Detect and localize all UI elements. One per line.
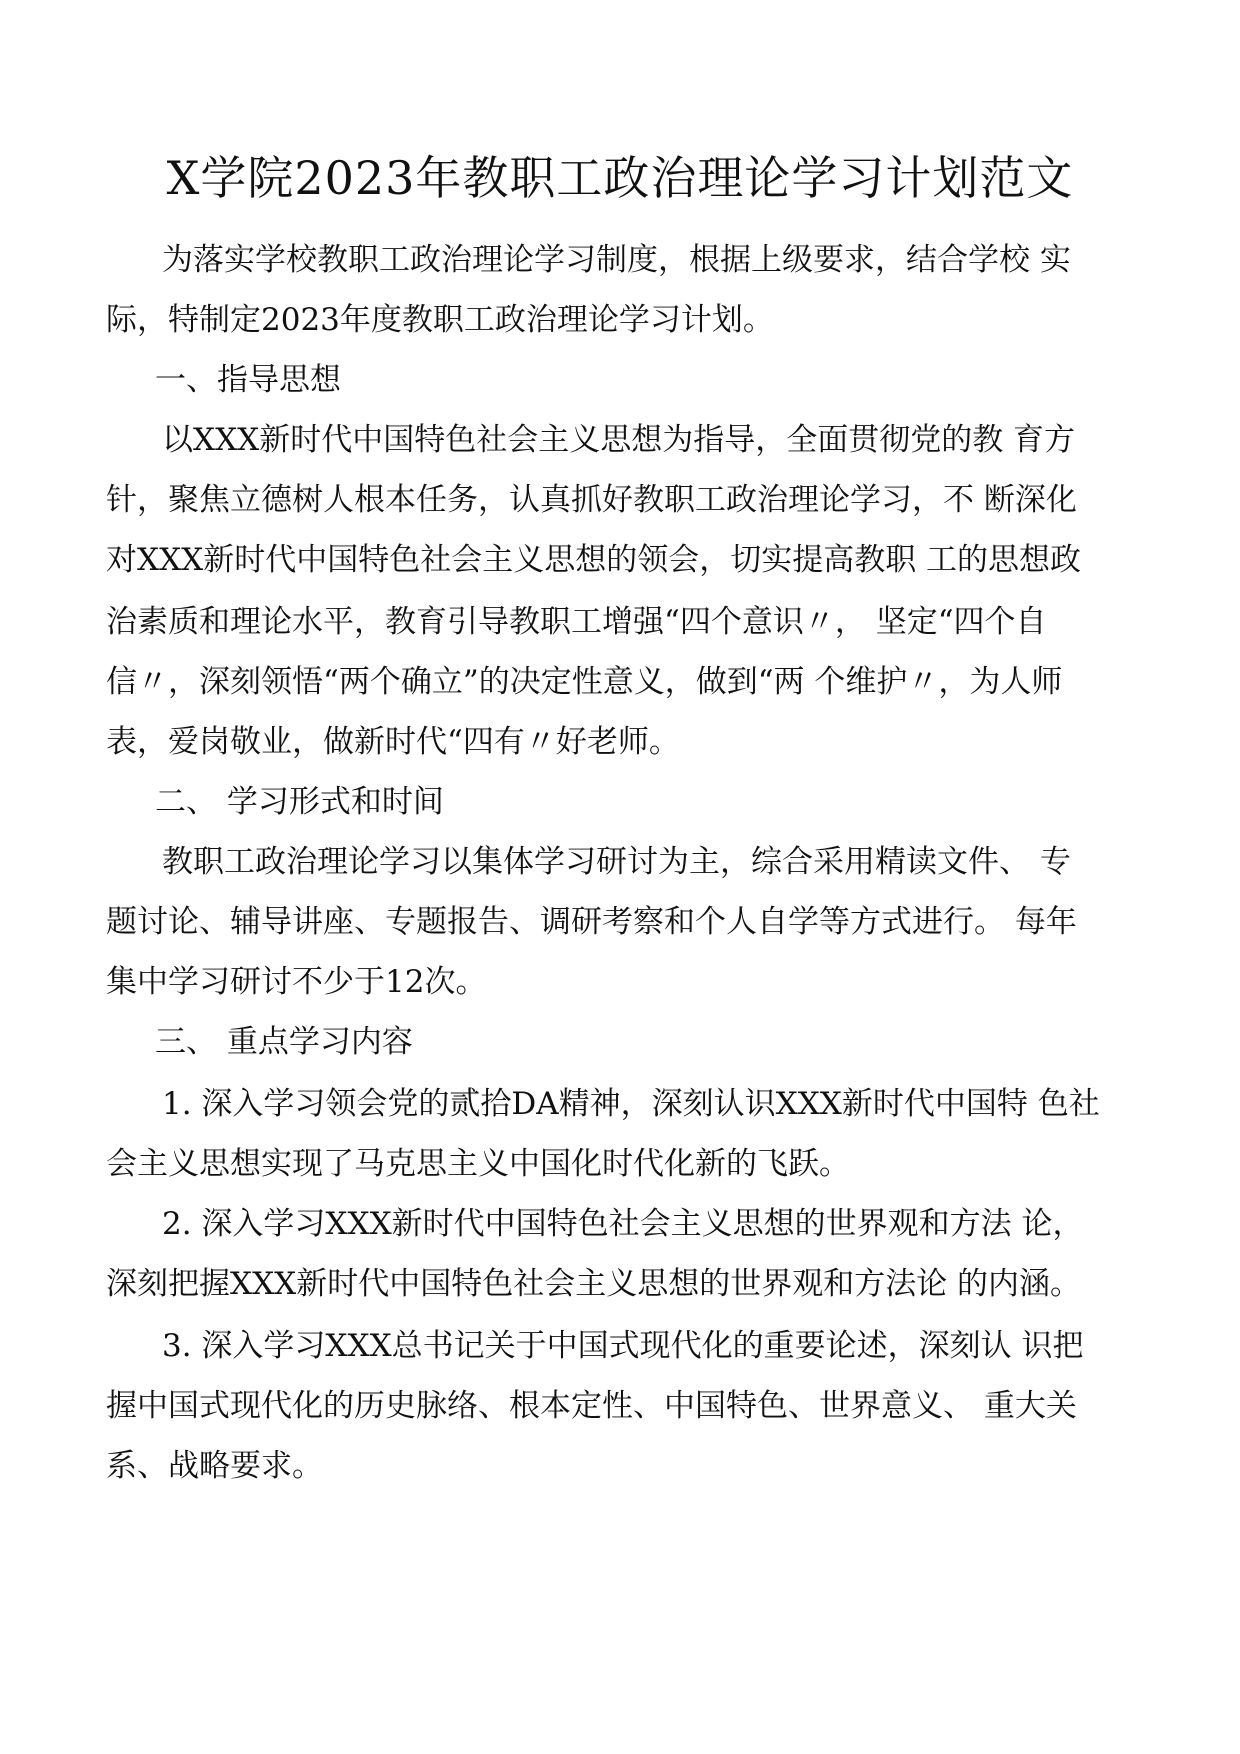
document-title: X学院2023年教职工政治理论学习计划范文 (166, 151, 1074, 205)
document-page: X学院2023年教职工政治理论学习计划范文 为落实学校教职工政治理论学习制度，根据上级要求，结合学校 实 际，特制定2023年度教职工政治理论学习计划。 一、指导思想 以XXX新时代中国特色社会主义思想为指导，全面贯彻党的教 育方 针，聚焦立德树人根本任务，认真抓好教职工政治理论学习，不 断深化 对XXX新时代中国特色社会主义思想的领会，切实提高教职 工的思想政 治素质和理论水平，教育引导教职工增强“四个意识〃， 坚定“四个自 信〃，深刻领悟“两个确立”的决定性意义，做到“两 个维护〃，为人师 表，爱岗敬业，做新时代“四有〃好老师。 二、 学习形式和时间 教职工政治理论学习以集体学习研讨为主，综合采用精读文件、 专 题讨论、辅导讲座、专题报告、调研考察和个人自学等方式进行。 每年 集中学习研讨不少于12次。 三、 重点学习内容 1. 深入学习领会党的贰拾DA精神，深刻认识XXX新时代中国特 色社 会主义思想实现了马克思主义中国化时代化新的飞跃。 2. 深入学习XXX新时代中国特色社会主义思想的世界观和方法 论， 深刻把握XXX新时代中国特色社会主义思想的世界观和方法论 的内涵。 3. 深入学习XXX总书记关于中国式现代化的重要论述，深刻认 识把 握中国式现代化的历史脉络、根本定性、中国特色、世界意义、 重大关 系、战略要求。 (0, 0, 1240, 1754)
